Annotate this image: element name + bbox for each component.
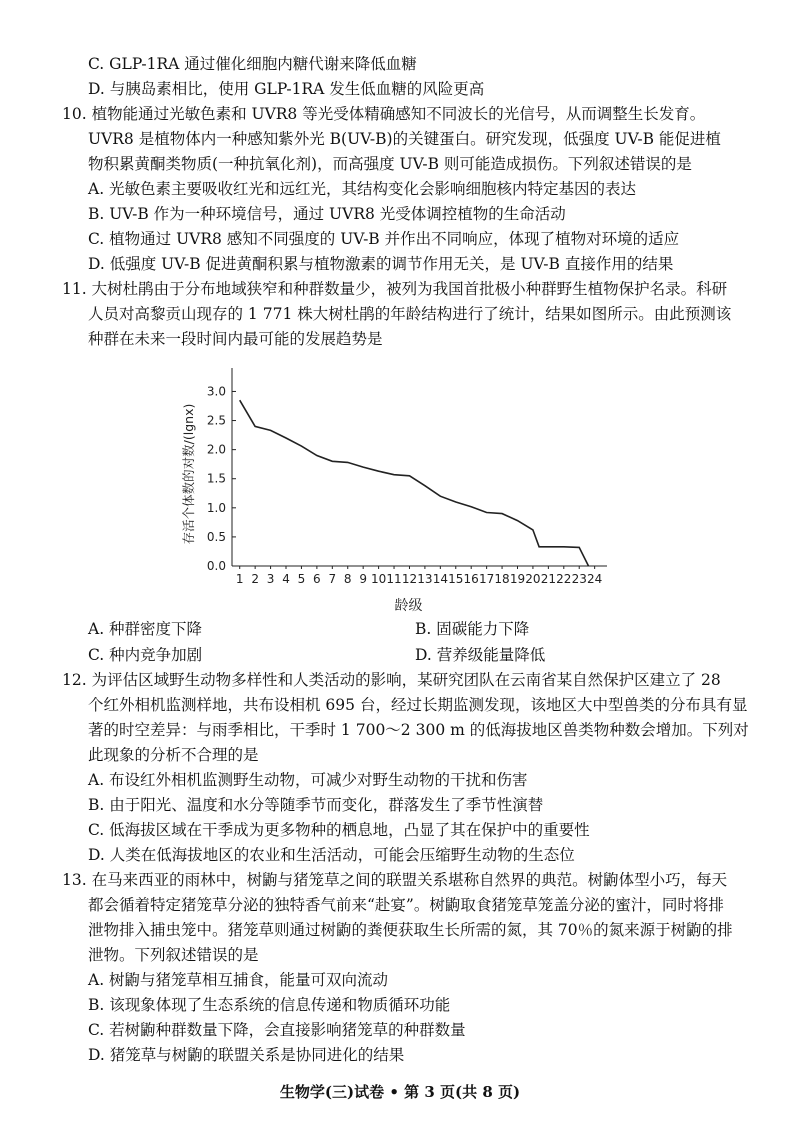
x-tick-label: 3 bbox=[266, 572, 275, 586]
y-tick-label: 1.5 bbox=[206, 471, 226, 486]
y-tick-label: 3.0 bbox=[206, 384, 226, 399]
x-tick-label: 10 bbox=[370, 572, 387, 586]
y-tick-label: 0.5 bbox=[206, 529, 226, 544]
x-tick-label: 16 bbox=[463, 572, 479, 586]
q11-option-c: C. 种内竞争加剧 bbox=[88, 646, 203, 664]
q11-stem-line-1: 11. 大树杜鹃由于分布地域狭窄和种群数量少，被列为我国首批极小种群野生植物保护名录。科研 bbox=[62, 280, 728, 298]
x-tick-label: 12 bbox=[401, 572, 418, 586]
q10-stem-line-1: 10. 植物能通过光敏色素和 UVR8 等光受体精确感知不同波长的光信号，从而调整生长发育。 bbox=[62, 105, 706, 123]
x-tick-label: 20 bbox=[525, 572, 541, 586]
q11-stem-line-3: 种群在未来一段时间内最可能的发展趋势是 bbox=[88, 330, 383, 348]
q12-stem-line-4: 此现象的分析不合理的是 bbox=[88, 746, 259, 764]
x-tick-label: 6 bbox=[313, 572, 321, 586]
q10-stem-line-2: UVR8 是植物体内一种感知紫外光 B(UV-B)的关键蛋白。研究发现，低强度 UV-B 能促进植 bbox=[88, 130, 721, 148]
q12-option-b: B. 由于阳光、温度和水分等随季节而变化，群落发生了季节性演替 bbox=[88, 796, 544, 814]
q9-option-d: D. 与胰岛素相比，使用 GLP-1RA 发生低血糖的风险更高 bbox=[88, 80, 485, 98]
y-tick-label: 1.0 bbox=[206, 500, 226, 515]
x-tick-label: 21 bbox=[540, 572, 556, 586]
y-axis-title: 存活个体数的对数/(lgnx) bbox=[181, 403, 196, 545]
x-tick-label: 4 bbox=[282, 572, 290, 586]
page-footer: 生物学(三)试卷 • 第 3 页(共 8 页) bbox=[279, 1083, 521, 1101]
q10-option-b: B. UV-B 作为一种环境信号，通过 UVR8 光受体调控植物的生命活动 bbox=[88, 205, 566, 223]
q13-stem-line-2: 都会循着特定猪笼草分泌的独特香气前来“赴宴”。树鼩取食猪笼草笼盖分泌的蜜汁，同时将排 bbox=[88, 896, 724, 914]
q13-option-d: D. 猪笼草与树鼩的联盟关系是协同进化的结果 bbox=[88, 1046, 405, 1064]
x-tick-label: 17 bbox=[478, 572, 495, 586]
x-tick-label: 11 bbox=[386, 572, 402, 586]
x-tick-label: 5 bbox=[297, 572, 306, 586]
x-tick-label: 14 bbox=[432, 572, 448, 586]
q13-stem-line-1: 13. 在马来西亚的雨林中，树鼩与猪笼草之间的联盟关系堪称自然界的典范。树鼩体型小巧，每天 bbox=[62, 871, 728, 889]
x-tick-label: 18 bbox=[494, 572, 510, 586]
q13-stem-line-4: 泄物。下列叙述错误的是 bbox=[88, 946, 259, 964]
x-tick-label: 19 bbox=[509, 572, 526, 586]
x-tick-label: 23 bbox=[571, 572, 587, 586]
x-axis-title: 龄级 bbox=[394, 598, 423, 614]
q10-stem-line-3: 物积累黄酮类物质(一种抗氧化剂)，而高强度 UV-B 则可能造成损伤。下列叙述错误的是 bbox=[88, 155, 692, 173]
q10-option-c: C. 植物通过 UVR8 感知不同强度的 UV-B 并作出不同响应，体现了植物对环境的适应 bbox=[88, 230, 680, 248]
x-tick-label: 9 bbox=[359, 572, 367, 586]
q12-stem-line-3: 著的时空差异：与雨季相比，干季时 1 700～2 300 m 的低海拔地区兽类物种数会增加。下列对 bbox=[88, 721, 749, 739]
age-structure-chart bbox=[180, 362, 620, 614]
x-tick-label: 1 bbox=[235, 572, 244, 586]
series-line-lgnx bbox=[240, 400, 589, 566]
x-tick-label: 8 bbox=[343, 572, 352, 586]
x-tick-label: 22 bbox=[556, 572, 572, 586]
q12-option-a: A. 布设红外相机监测野生动物，可减少对野生动物的干扰和伤害 bbox=[88, 771, 528, 789]
q13-option-c: C. 若树鼩种群数量下降，会直接影响猪笼草的种群数量 bbox=[88, 1021, 466, 1039]
q12-stem-line-2: 个红外相机监测样地，共布设相机 695 台，经过长期监测发现，该地区大中型兽类的分布具有显 bbox=[88, 696, 748, 714]
q9-option-c: C. GLP-1RA 通过催化细胞内糖代谢来降低血糖 bbox=[88, 55, 417, 73]
q11-option-b: B. 固碳能力下降 bbox=[415, 620, 530, 638]
y-tick-label: 2.5 bbox=[206, 413, 226, 428]
x-tick-label: 13 bbox=[417, 572, 433, 586]
q10-option-d: D. 低强度 UV-B 促进黄酮积累与植物激素的调节作用无关，是 UV-B 直接作用的结果 bbox=[88, 255, 674, 273]
q13-stem-line-3: 泄物排入捕虫笼中。猪笼草则通过树鼩的粪便获取生长所需的氮，其 70％的氮来源于树鼩的排 bbox=[88, 921, 733, 939]
q11-option-d: D. 营养级能量降低 bbox=[415, 646, 546, 664]
q10-option-a: A. 光敏色素主要吸收红光和远红光，其结构变化会影响细胞核内特定基因的表达 bbox=[88, 180, 637, 198]
x-tick-label: 7 bbox=[328, 572, 337, 586]
q12-stem-line-1: 12. 为评估区域野生动物多样性和人类活动的影响，某研究团队在云南省某自然保护区建立了 28 bbox=[62, 671, 721, 689]
y-tick-label: 2.0 bbox=[206, 442, 226, 457]
q13-option-a: A. 树鼩与猪笼草相互捕食，能量可双向流动 bbox=[88, 971, 389, 989]
q13-option-b: B. 该现象体现了生态系统的信息传递和物质循环功能 bbox=[88, 996, 451, 1014]
q11-option-a: A. 种群密度下降 bbox=[88, 620, 203, 638]
q12-option-d: D. 人类在低海拔地区的农业和生活活动，可能会压缩野生动物的生态位 bbox=[88, 846, 575, 864]
q12-option-c: C. 低海拔区域在干季成为更多物种的栖息地，凸显了其在保护中的重要性 bbox=[88, 821, 590, 839]
x-tick-label: 24 bbox=[587, 572, 603, 586]
q11-stem-line-2: 人员对高黎贡山现存的 1 771 株大树杜鹃的年龄结构进行了统计，结果如图所示。由此预测该 bbox=[88, 305, 732, 323]
x-tick-label: 15 bbox=[448, 572, 464, 586]
x-tick-label: 2 bbox=[251, 572, 259, 586]
y-tick-label: 0.0 bbox=[206, 559, 226, 573]
